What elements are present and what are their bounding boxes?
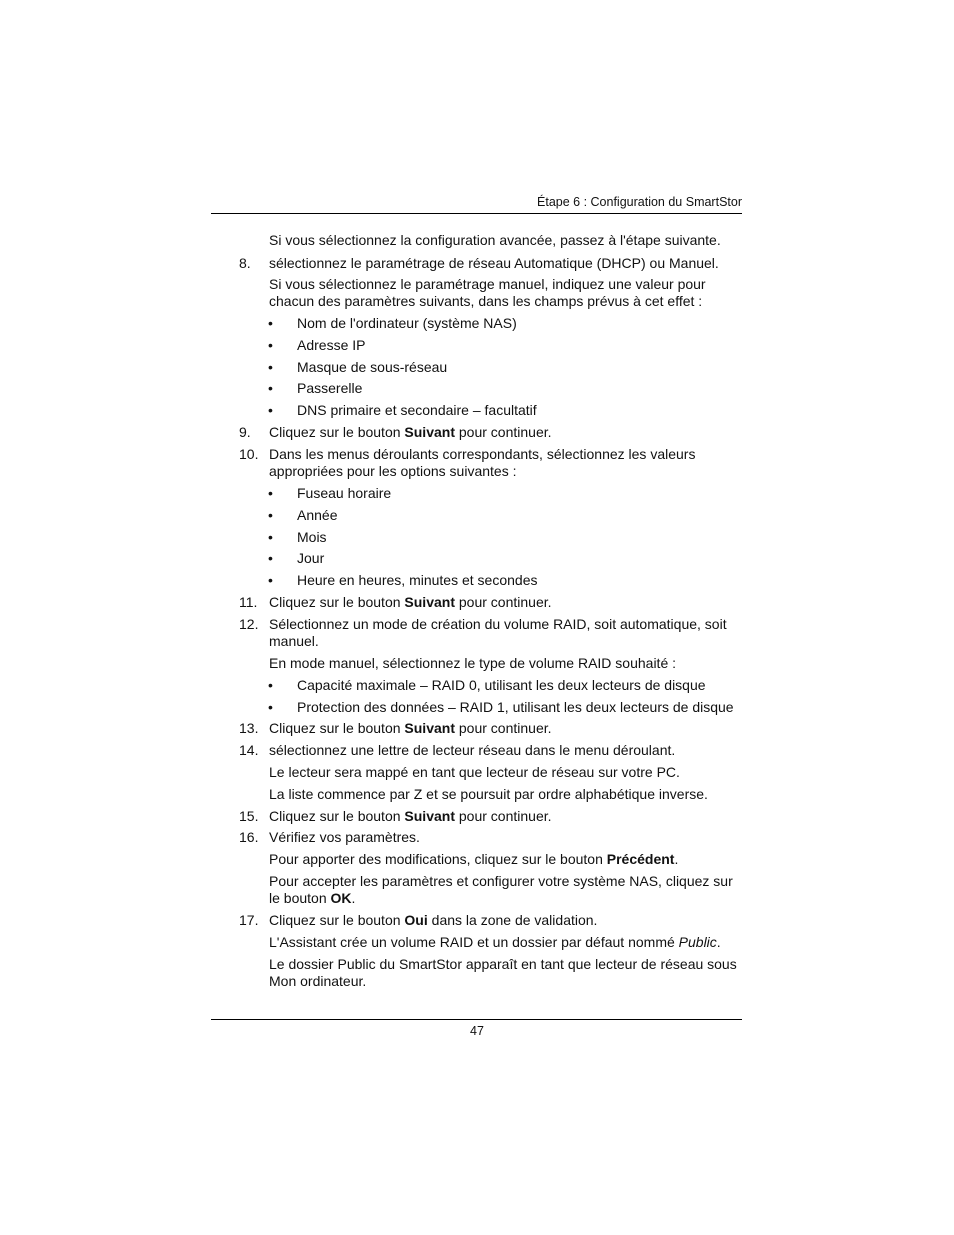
step-text: manuel. [269,633,319,649]
bullet-text: Protection des données – RAID 1, utilisant les deux lecteurs de disque [297,699,734,715]
bullet-icon: • [268,359,273,375]
step-text: Vérifiez vos paramètres. [269,829,420,845]
step-text: Sélectionnez un mode de création du volume RAID, soit automatique, soit [269,616,727,632]
step-text: Cliquez sur le bouton Suivant pour continuer. [269,720,552,736]
step-number: 16. [239,829,259,845]
step-number: 17. [239,912,259,928]
bullet-text: Heure en heures, minutes et secondes [297,572,538,588]
bullet-icon: • [268,380,273,396]
step-text: Cliquez sur le bouton Suivant pour continuer. [269,594,552,610]
paragraph-text: L'Assistant crée un volume RAID et un dossier par défaut nommé Public. [269,934,721,950]
button-name: Suivant [404,808,455,824]
bullet-text: Mois [297,529,327,545]
step-number: 10. [239,446,259,462]
paragraph-text: chacun des paramètres suivants, dans les champs prévus à cet effet : [269,293,703,309]
bullet-text: Capacité maximale – RAID 0, utilisant les deux lecteurs de disque [297,677,706,693]
button-name: Suivant [404,594,455,610]
step-number: 11. [239,594,258,610]
page-number: 47 [470,1024,484,1038]
bullet-icon: • [268,529,273,545]
bullet-text: Année [297,507,338,523]
step-number: 9. [239,424,251,440]
bullet-icon: • [268,315,273,331]
bullet-icon: • [268,572,273,588]
bullet-icon: • [268,677,273,693]
step-number: 12. [239,616,259,632]
paragraph-text: En mode manuel, sélectionnez le type de volume RAID souhaité : [269,655,677,671]
step-number: 8. [239,255,251,271]
button-name: Suivant [404,424,455,440]
folder-name: Public [678,934,717,950]
bullet-text: Masque de sous-réseau [297,359,448,375]
step-text: appropriées pour les options suivantes : [269,463,517,479]
step-text: Cliquez sur le bouton Oui dans la zone de validation. [269,912,598,928]
step-text: sélectionnez le paramétrage de réseau Automatique (DHCP) ou Manuel. [269,255,719,271]
bullet-text: Passerelle [297,380,363,396]
bullet-icon: • [268,485,273,501]
paragraph-text: Le lecteur sera mappé en tant que lecteur de réseau sur votre PC. [269,764,680,780]
paragraph-text: Le dossier Public du SmartStor apparaît en tant que lecteur de réseau sous [269,956,737,972]
button-name: Précédent [606,851,675,867]
paragraph-text: Pour apporter des modifications, cliquez sur le bouton Précédent. [269,851,679,867]
bullet-text: Fuseau horaire [297,485,392,501]
paragraph-text: La liste commence par Z et se poursuit par ordre alphabétique inverse. [269,786,708,802]
button-name: Suivant [404,720,455,736]
bullet-text: Jour [297,550,325,566]
bullet-text: DNS primaire et secondaire – facultatif [297,402,537,418]
paragraph-text: Si vous sélectionnez la configuration avancée, passez à l'étape suivante. [269,232,721,248]
paragraph-text: Pour accepter les paramètres et configurer votre système NAS, cliquez sur [269,873,733,889]
step-number: 15. [239,808,259,824]
bullet-icon: • [268,699,273,715]
paragraph-text: Mon ordinateur. [269,973,367,989]
button-name: Oui [404,912,428,928]
step-text: Cliquez sur le bouton Suivant pour continuer. [269,808,552,824]
step-text: Cliquez sur le bouton Suivant pour continuer. [269,424,552,440]
bullet-text: Nom de l'ordinateur (système NAS) [297,315,517,331]
running-header: Étape 6 : Configuration du SmartStor [537,195,742,209]
footer-rule [211,1019,742,1020]
bullet-text: Adresse IP [297,337,366,353]
paragraph-text: le bouton OK. [269,890,356,906]
step-text: Dans les menus déroulants correspondants, sélectionnez les valeurs [269,446,696,462]
step-number: 14. [239,742,259,758]
bullet-icon: • [268,507,273,523]
paragraph-text: Si vous sélectionnez le paramétrage manuel, indiquez une valeur pour [269,276,706,292]
bullet-icon: • [268,402,273,418]
bullet-icon: • [268,337,273,353]
step-text: sélectionnez une lettre de lecteur réseau dans le menu déroulant. [269,742,676,758]
step-number: 13. [239,720,259,736]
button-name: OK [330,890,352,906]
bullet-icon: • [268,550,273,566]
